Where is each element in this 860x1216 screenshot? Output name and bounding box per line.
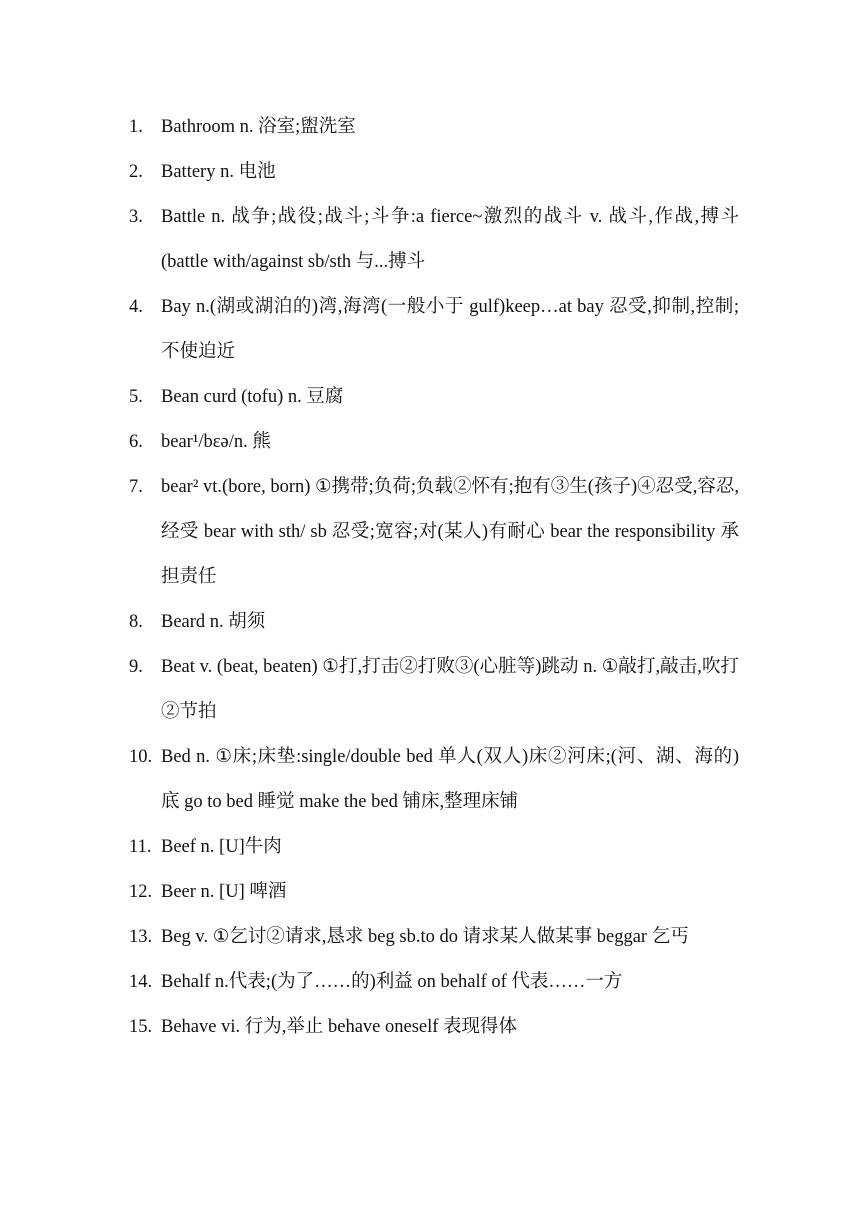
list-item: [129, 960, 739, 1005]
list-item: [129, 375, 739, 420]
item-number: 1.: [129, 117, 143, 137]
item-text: Beer n. [U] 啤酒: [161, 882, 287, 902]
item-text: Battery n. 电池: [161, 162, 276, 182]
item-text: Behalf n.代表;(为了……的)利益 on behalf of 代表……一方: [161, 972, 623, 992]
item-number: 11.: [129, 837, 152, 857]
item-text: Bathroom n. 浴室;盥洗室: [161, 117, 356, 137]
item-number: 5.: [129, 387, 143, 407]
list-item: [129, 825, 739, 870]
list-item: [129, 420, 739, 465]
list-item: [129, 285, 739, 375]
item-number: 10.: [129, 747, 153, 767]
list-item: [129, 1005, 739, 1050]
item-number: 7.: [129, 477, 143, 497]
item-text: Behave vi. 行为,举止 behave oneself 表现得体: [161, 1017, 518, 1037]
item-text: bear² vt.(bore, born) ①携带;负荷;负载②怀有;抱有③生(孩子)④忍受,容忍,经受 bear with sth/ sb 忍受;宽容;对(某人)有耐心 bear the responsibility 承担责任: [161, 477, 739, 587]
item-number: 6.: [129, 432, 143, 452]
list-item: [129, 735, 739, 825]
item-text: Beard n. 胡须: [161, 612, 266, 632]
list-item: [129, 195, 739, 285]
list-item: [129, 915, 739, 960]
item-text: Bed n. ①床;床垫:single/double bed 单人(双人)床②河床;(河、湖、海的)底 go to bed 睡觉 make the bed 铺床,整理床铺: [161, 747, 739, 812]
list-item: [129, 150, 739, 195]
item-number: 13.: [129, 927, 153, 947]
list-item: [129, 870, 739, 915]
item-text: bear¹/bεə/n. 熊: [161, 432, 271, 452]
item-text: Beg v. ①乞讨②请求,恳求 beg sb.to do 请求某人做某事 beggar 乞丐: [161, 927, 689, 947]
item-number: 4.: [129, 297, 143, 317]
item-number: 14.: [129, 972, 153, 992]
item-number: 9.: [129, 657, 143, 677]
item-number: 12.: [129, 882, 153, 902]
item-number: 8.: [129, 612, 143, 632]
item-text: Beat v. (beat, beaten) ①打,打击②打败③(心脏等)跳动 n. ①敲打,敲击,吹打②节拍: [161, 657, 739, 722]
item-text: Bay n.(湖或湖泊的)湾,海湾(一般小于 gulf)keep…at bay 忍受,抑制,控制;不使迫近: [161, 297, 739, 362]
item-text: Beef n. [U]牛肉: [161, 837, 282, 857]
item-text: Battle n. 战争;战役;战斗;斗争:a fierce~激烈的战斗 v. 战斗,作战,搏斗(battle with/against sb/sth 与...搏斗: [161, 207, 739, 272]
list-item: [129, 645, 739, 735]
item-text: Bean curd (tofu) n. 豆腐: [161, 387, 344, 407]
item-number: 3.: [129, 207, 143, 227]
vocabulary-list: [129, 105, 739, 1050]
list-item: [129, 465, 739, 600]
list-item: [129, 105, 739, 150]
list-item: [129, 600, 739, 645]
item-number: 2.: [129, 162, 143, 182]
item-number: 15.: [129, 1017, 153, 1037]
